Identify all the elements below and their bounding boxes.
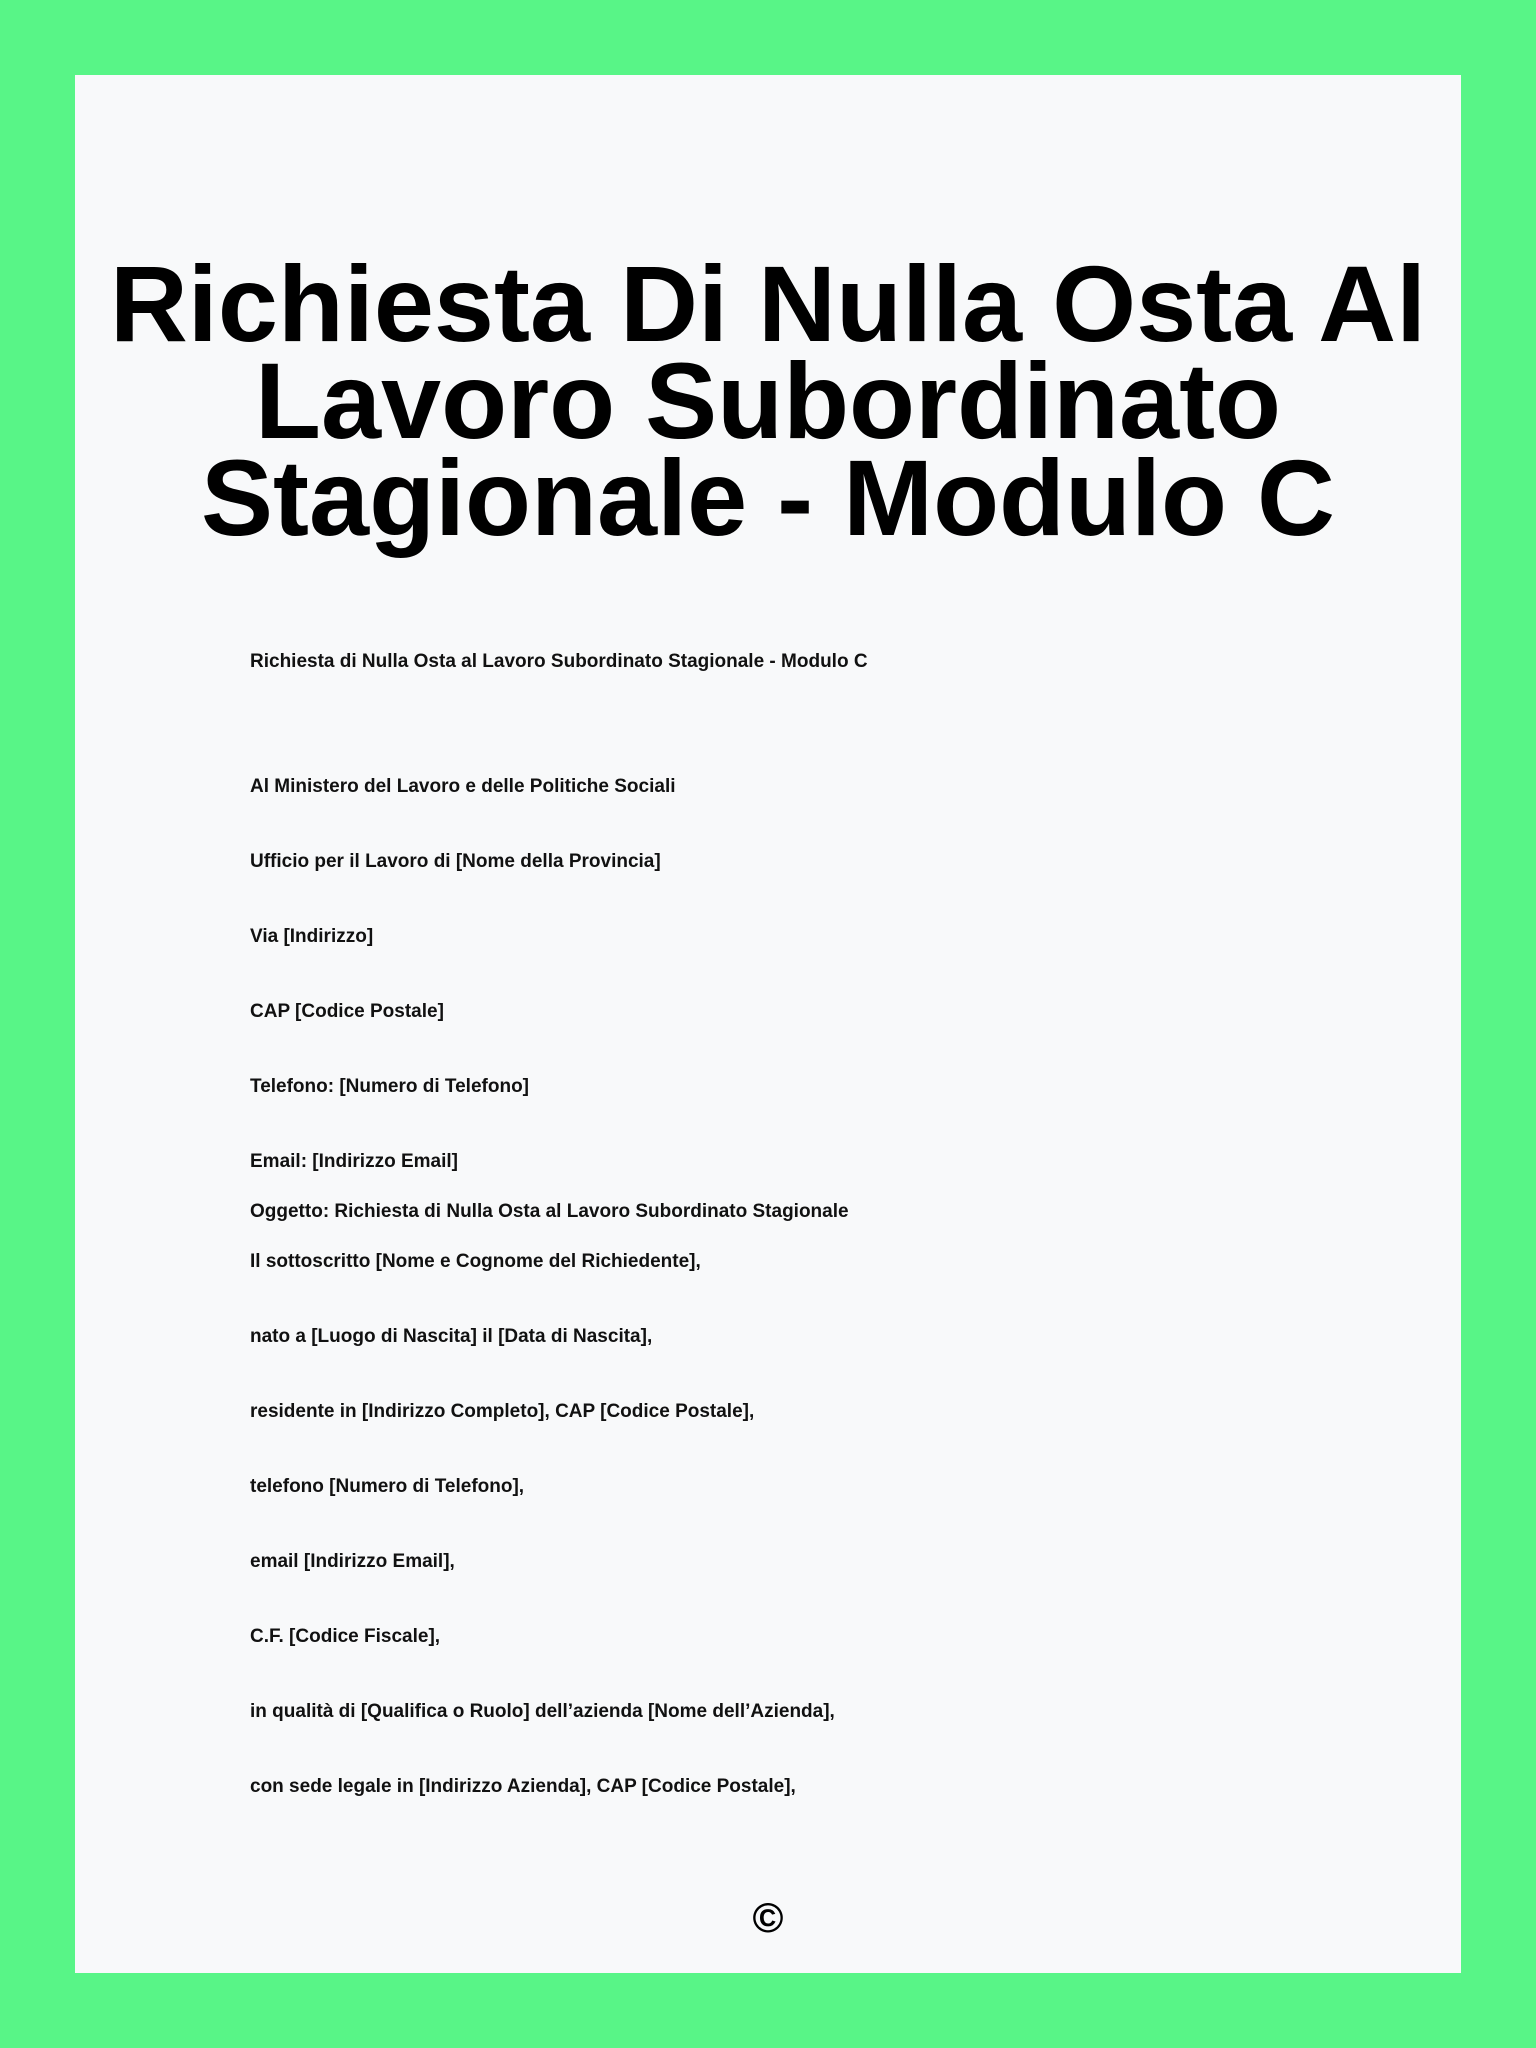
- body-line-email: email [Indirizzo Email],: [250, 1551, 455, 1572]
- copyright-icon: ©: [752, 1894, 784, 1941]
- body-line-fiscal-code: C.F. [Codice Fiscale],: [250, 1626, 441, 1647]
- recipient-office: Ufficio per il Lavoro di [Nome della Provincia]: [250, 851, 661, 872]
- recipient-email: Email: [Indirizzo Email]: [250, 1151, 458, 1172]
- recipient-postal-code: CAP [Codice Postale]: [250, 1001, 444, 1022]
- body-line-residence: residente in [Indirizzo Completo], CAP [Codice Postale],: [250, 1401, 755, 1422]
- body-line-role: in qualità di [Qualifica o Ruolo] dell’azienda [Nome dell’Azienda],: [250, 1701, 835, 1722]
- recipient-ministry: Al Ministero del Lavoro e delle Politiche Sociali: [250, 776, 676, 797]
- document-title: Richiesta Di Nulla Osta Al Lavoro Subordinato Stagionale - Modulo C: [109, 243, 1427, 558]
- document-page: [75, 75, 1461, 1973]
- recipient-street: Via [Indirizzo]: [250, 926, 374, 947]
- body-line-company-address: con sede legale in [Indirizzo Azienda], CAP [Codice Postale],: [250, 1776, 796, 1797]
- recipient-phone: Telefono: [Numero di Telefono]: [250, 1076, 529, 1097]
- subject-line: Oggetto: Richiesta di Nulla Osta al Lavoro Subordinato Stagionale: [250, 1201, 849, 1222]
- body-line-birth: nato a [Luogo di Nascita] il [Data di Nascita],: [250, 1326, 653, 1347]
- body-line-phone: telefono [Numero di Telefono],: [250, 1476, 525, 1497]
- body-line-name: Il sottoscritto [Nome e Cognome del Richiedente],: [250, 1251, 701, 1272]
- document-subtitle: Richiesta di Nulla Osta al Lavoro Subordinato Stagionale - Modulo C: [250, 651, 868, 672]
